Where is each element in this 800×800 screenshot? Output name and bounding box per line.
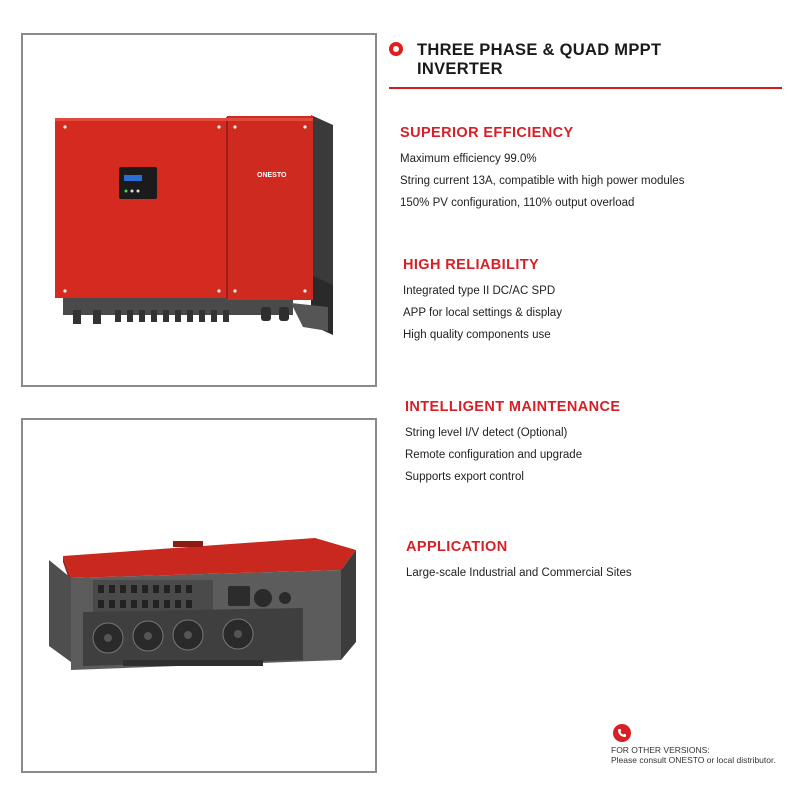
page-title [417,41,757,79]
inverter-display [119,167,157,199]
footer-line2: Please consult ONESTO or local distributor. [611,755,776,765]
feature-item: Integrated type II DC/AC SPD [403,285,556,297]
feature-item: 150% PV configuration, 110% output overload [400,197,635,209]
phone-icon [613,724,631,742]
feature-item: String current 13A, compatible with high power modules [400,175,685,187]
inverter-brand-label: ONESTO [257,172,287,179]
section-intelligent-maintenance [405,398,795,488]
feature-item: High quality components use [403,329,551,341]
feature-item: String level I/V detect (Optional) [405,427,568,439]
inverter-right-panel [227,116,313,300]
section-heading: APPLICATION [406,539,508,555]
section-superior-efficiency [400,124,790,214]
product-image-underside [21,418,377,773]
feature-item: Supports export control [405,471,524,483]
inverter-front-photo [23,35,375,385]
inverter-underside-photo [23,420,375,771]
feature-item: Remote configuration and upgrade [405,449,583,461]
feature-item: Large-scale Industrial and Commercial Sites [406,567,632,579]
section-high-reliability [403,256,793,346]
page-title-line1: THREE PHASE & QUAD MPPT [417,41,662,59]
product-image-front [21,33,377,387]
section-heading: HIGH RELIABILITY [403,257,540,273]
section-heading: SUPERIOR EFFICIENCY [400,125,574,141]
title-divider [389,87,782,89]
footer-contact [611,724,796,765]
circle-bullet-icon [389,42,403,56]
feature-item: Maximum efficiency 99.0% [400,153,537,165]
footer-line1: FOR OTHER VERSIONS: [611,745,710,755]
feature-item: APP for local settings & display [403,307,562,319]
inverter-left-panel [55,118,227,298]
section-application [406,538,796,584]
page-title-line2: INVERTER [417,60,503,78]
section-heading: INTELLIGENT MAINTENANCE [405,399,621,415]
